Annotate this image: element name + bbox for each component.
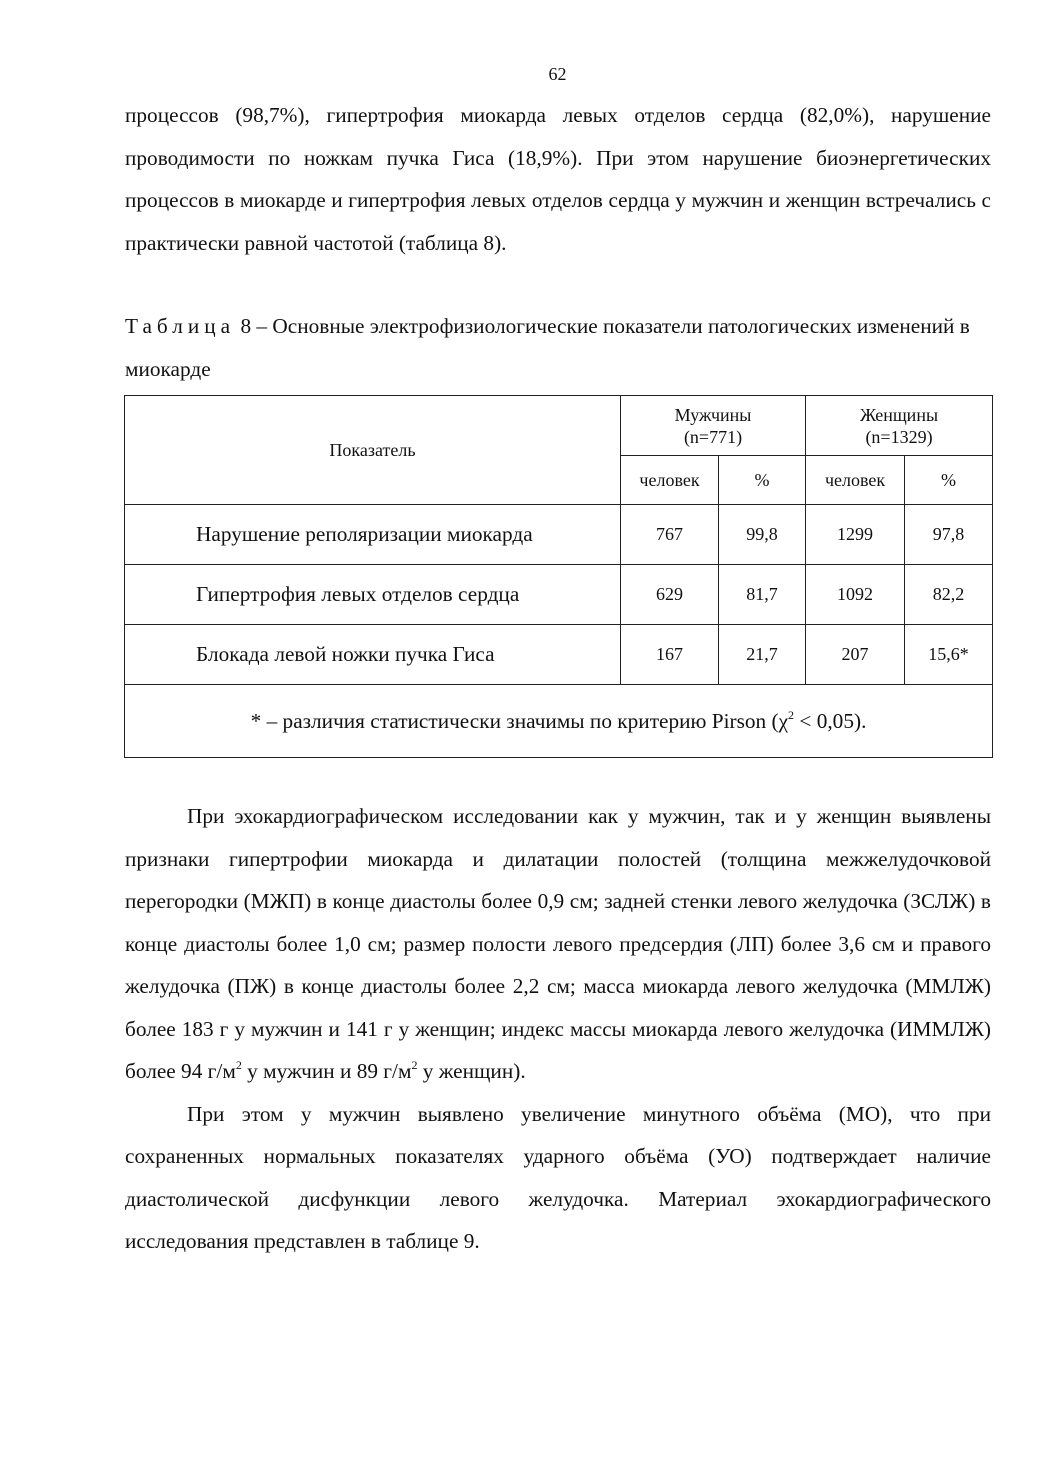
footnote-superscript: 2 [788,707,795,722]
table-cell: 99,8 [719,505,806,565]
group-header-women [806,396,993,456]
table-cell: 767 [621,505,719,565]
paragraph-1-block [125,94,991,264]
table-cell: 207 [806,625,905,685]
paragraph-2-end: у женщин). [417,1059,526,1083]
superscript: 2 [235,1058,242,1072]
footnote-text: * – различия статистически значимы по критерию Pirson (χ [250,708,789,733]
superscript: 2 [411,1058,418,1072]
table-cell: 1092 [806,565,905,625]
table-caption-text: 8 – Основные электрофизиологические показатели патологических изменений в миокарде [125,314,970,381]
group-n: (n=771) [683,426,743,447]
subheader-cell: человек [806,456,905,505]
table-cell: 167 [621,625,719,685]
row-label: Нарушение реполяризации миокарда [125,505,621,565]
table-cell: 81,7 [719,565,806,625]
table-caption [125,305,991,390]
table-row [125,565,993,625]
footnote-text-end: < 0,05). [794,708,867,733]
indicator-header: Показатель [125,396,621,505]
paragraph-2 [125,795,991,1093]
page-number: 62 [548,64,567,84]
paragraphs-after-table [125,795,991,1263]
table-cell: 21,7 [719,625,806,685]
paragraph-2-text: При эхокардиографическом исследовании как у мужчин, так и у женщин выявлены признаки гипертрофии миокарда и дилатации полостей (толщина межжелудочковой перегородки (МЖП) в конце диастолы более 0,9 см; задней стенки левого желудочка (ЗСЛЖ) в конце диастолы более 1,0 см; размер полости левого предсердия (ЛП) более 3,6 см и правого желудочка (ПЖ) в конце диастолы более 2,2 см; масса миокарда левого желудочка (ММЛЖ) более 183 г у мужчин и 141 г у женщин; индекс массы миокарда левого желудочка (ИММЛЖ) более 94 г/м [125,804,991,1083]
paragraph-2-mid: у мужчин и 89 г/м [241,1059,412,1083]
table-row [125,505,993,565]
data-table [124,395,993,758]
paragraph-1: процессов (98,7%), гипертрофия миокарда левых отделов сердца (82,0%), нарушение проводимости по ножкам пучка Гиса (18,9%). При этом нарушение биоэнергетических процессов в миокарде и гипертрофия левых отделов сердца у мужчин и женщин встречались с практически равной частотой (таблица 8). [125,103,991,255]
table-footnote-row [125,685,993,758]
subheader-cell: человек [621,456,719,505]
subheader-cell: % [905,456,993,505]
table-row [125,625,993,685]
table-footnote [125,685,993,758]
group-name: Женщины [859,404,939,425]
table-cell: 82,2 [905,565,993,625]
group-name: Мужчины [674,404,752,425]
paragraph-3: При этом у мужчин выявлено увеличение минутного объёма (МО), что при сохраненных нормальных показателях ударного объёма (УО) подтверждает наличие диастолической дисфункции левого желудочка. Материал эхокардиографического исследования представлен в таблице 9. [125,1101,991,1253]
subheader-cell: % [719,456,806,505]
row-label: Блокада левой ножки пучка Гиса [125,625,621,685]
table-cell: 629 [621,565,719,625]
table-cell: 15,6* [905,625,993,685]
table-caption-label: Таблица [125,314,236,338]
group-n: (n=1329) [865,426,933,447]
table-cell: 97,8 [905,505,993,565]
table-header-row [125,396,993,456]
group-header-men [621,396,806,456]
row-label: Гипертрофия левых отделов сердца [125,565,621,625]
table-cell: 1299 [806,505,905,565]
